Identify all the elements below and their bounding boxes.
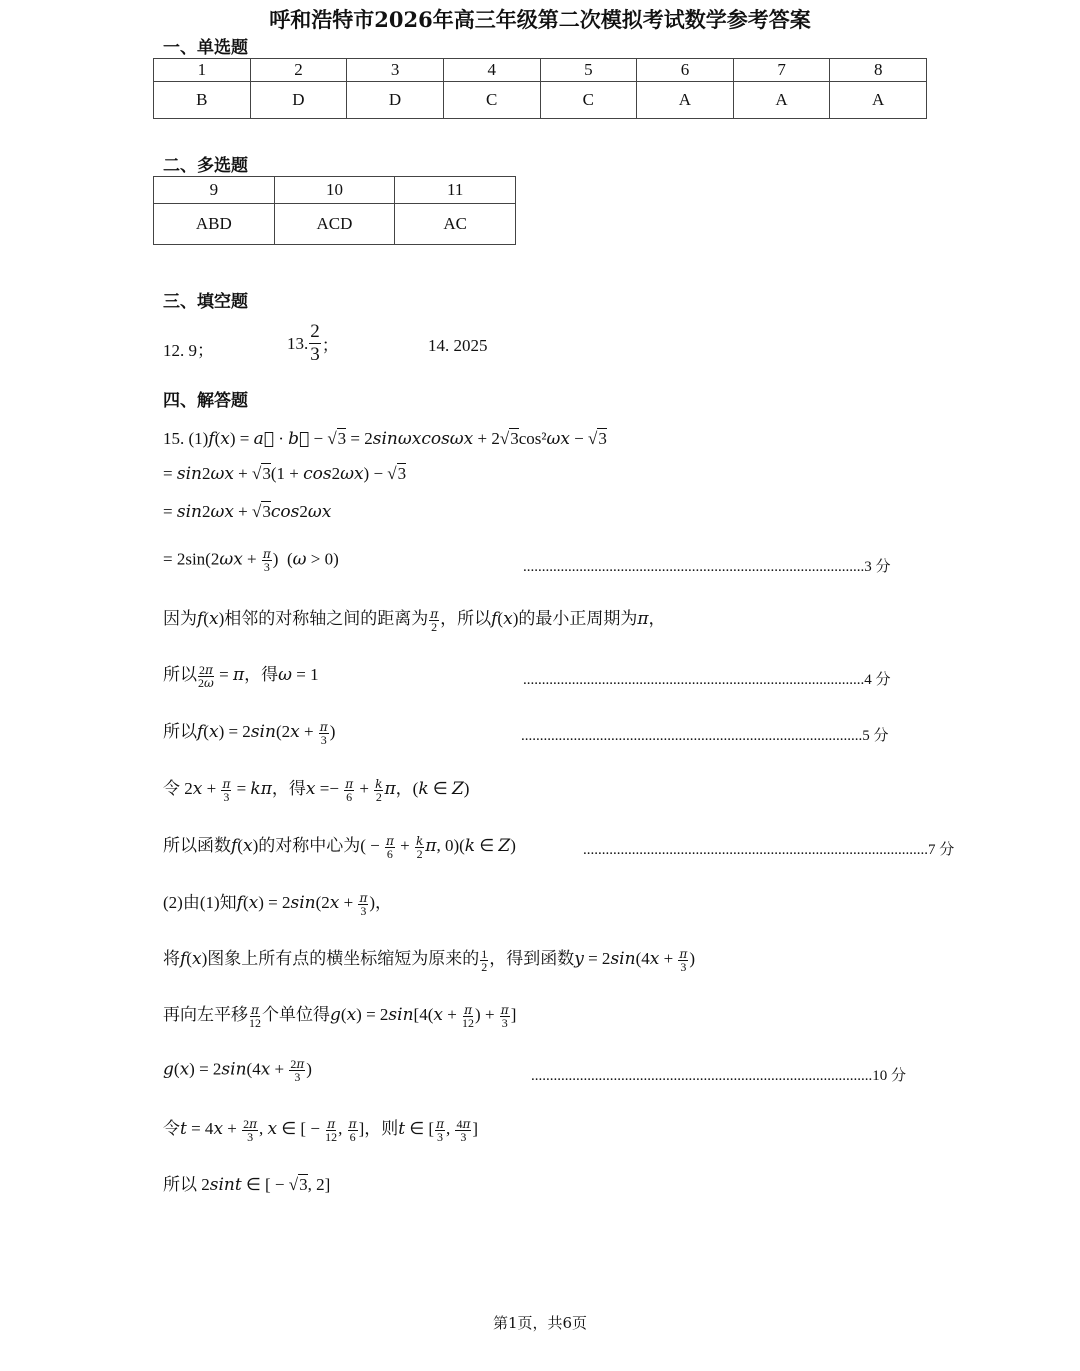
solution-line-11: 将f(x)图象上所有点的横坐标缩短为原来的 $\frac{1}{2}$ ，得到函数y = 2sin(4x + $\frac{\pi}{3}$ ) [163,946,695,974]
solution-line-4: = 2sin(2ωx + $\frac{\pi}{3}$ ) (ω > 0) [163,547,339,574]
table-cell: 3 [347,59,444,82]
table-cell: 8 [830,59,927,82]
score-4: ...........................................................................................4 分 [523,672,891,688]
solution-line-1: 15. (1)f(x) = a⃗ · b⃗ − √3 = 2sinωxcosωx + 2√3cos²ωx − √3 [163,429,607,449]
text-then: ，则 [364,1119,399,1138]
text-so: 所以 [163,665,197,684]
solution-line-10: (2)由(1)知f(x) = 2sin(2x + $\frac{\pi}{3}$ )， [163,890,393,918]
single-choice-header-row [154,59,927,82]
table-cell: A [733,82,830,119]
text-so: 所以 [163,722,197,741]
text-transform3: ，得到函数 [489,949,575,968]
text-shift: 再向左平移 [163,1005,248,1024]
text-so-func: 所以函数 [163,836,231,855]
q13-denominator: 3 [310,344,320,365]
table-cell: 7 [733,59,830,82]
table-cell: D [250,82,347,119]
text-let: 令 [163,779,180,798]
page-footer: 第1页，共6页 [492,1314,588,1332]
table-cell: 11 [395,177,516,204]
section-multi-choice: 二、多选题 [163,156,248,176]
table-cell: 6 [637,59,734,82]
q13-fraction [309,321,321,366]
section-fill-blank: 三、填空题 [163,292,248,312]
solution-line-2: = sin2ωx + √3(1 + cos2ωx) − √3 [163,464,407,484]
table-cell: ABD [154,204,275,245]
text-shift2: 个单位得 [262,1005,330,1024]
table-cell: 5 [540,59,637,82]
text-get2: ，得 [271,779,306,798]
score-10: ...........................................................................................10 分 [531,1068,907,1084]
q13-label: 13. [287,333,309,353]
table-cell: A [830,82,927,119]
table-cell: C [443,82,540,119]
solution-line-7: 所以f(x) = 2sin(2x + $\frac{\pi}{3}$ ) [163,719,336,747]
solution-line-8: 令 2x + $\frac{\pi}{3}$ = kπ，得x =− $\frac{\pi}{6}$ + $\frac{k}{2}$ π，(k ∈ Z) [163,776,470,804]
text-get: ，得 [244,665,279,684]
solution-line-3: = sin2ωx + √3cos2ωx [163,502,332,522]
solution-line-14: 令t = 4x + $\frac{2\pi}{3}$ , x ∈ [ − $\frac{\pi}{12}$ , $\frac{\pi}{6}$ ]，则t ∈ [ $\frac{\pi}{3}$ , $\frac{4\pi}{3}$ ] [163,1116,479,1144]
table-cell: D [347,82,444,119]
answer-q12: 12. 9； [163,341,214,360]
solution-line-6: 所以 $\frac{2\pi}{2\omega}$ = π，得ω = 1 [163,662,319,690]
multi-choice-answer-row [154,204,516,245]
single-choice-answer-row [154,82,927,119]
answer-q13 [287,321,339,366]
text-so-f: ，所以 [440,609,492,628]
q13-numerator: 2 [310,321,320,342]
page-title: 呼和浩特市2026年高三年级第二次模拟考试数学参考答案 [269,7,811,32]
text-adjacent: 相邻的对称轴之间的距离为 [224,609,429,628]
text-because: 因为 [163,609,197,628]
table-cell: 9 [154,177,275,204]
table-cell: ACD [274,204,395,245]
single-choice-table [153,58,927,119]
solution-line-9: 所以函数f(x)的对称中心为( − $\frac{\pi}{6}$ + $\frac{k}{2}$ π, 0)(k ∈ Z) [163,833,516,861]
text-so2: 所以 [163,1175,197,1194]
table-cell: C [540,82,637,119]
multi-choice-header-row [154,177,516,204]
q13-tail: ； [321,336,339,355]
table-cell: 2 [250,59,347,82]
section-solutions: 四、解答题 [163,391,248,411]
text-transform2: 图象上所有点的横坐标缩短为原来的 [207,949,480,968]
text-transform: 将 [163,949,180,968]
solution-line-5: 因为f(x)相邻的对称轴之间的距离为 $\frac{\pi}{2}$ ，所以f(x)的最小正周期为π， [163,606,666,634]
text-min-period: 的最小正周期为 [518,609,638,628]
table-cell: 4 [443,59,540,82]
section-single-choice: 一、单选题 [163,38,248,58]
solution-line-13: g(x) = 2sin(4x + $\frac{2\pi}{3}$ ) [163,1057,312,1084]
table-cell: AC [395,204,516,245]
table-cell: 10 [274,177,395,204]
text-sym-center: 的对称中心为 [258,836,361,855]
table-cell: B [154,82,251,119]
text-let: 令 [163,1119,180,1138]
score-5: ...........................................................................................5 分 [521,728,889,744]
table-cell: 1 [154,59,251,82]
table-cell: A [637,82,734,119]
answer-q14: 14. 2025 [428,336,488,355]
solution-line-12: 再向左平移 $\frac{\pi}{12}$ 个单位得g(x) = 2sin[4(x + $\frac{\pi}{12}$ ) + $\frac{\pi}{3}$ ] [163,1002,517,1030]
score-3: ...........................................................................................3 分 [523,559,891,575]
text-part2: (2)由(1)知 [163,893,237,912]
solution-line-15: 所以 2sint ∈ [ − √3, 2] [163,1175,331,1195]
multi-choice-table [153,176,516,245]
score-7: ............................................................................................7 分 [583,842,955,858]
